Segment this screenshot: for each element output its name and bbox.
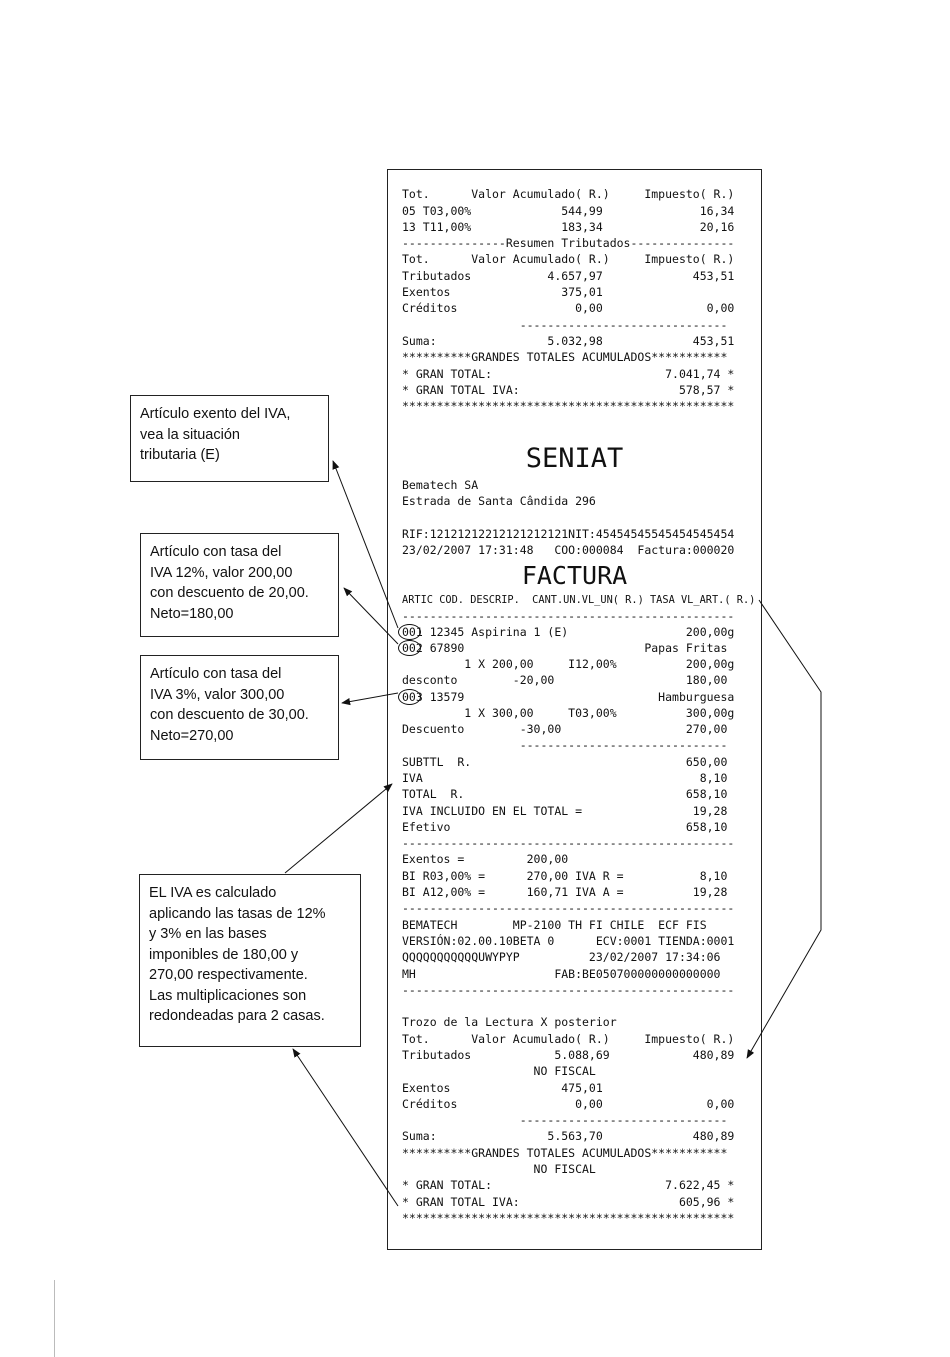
factura-title: FACTURA [521, 561, 628, 590]
receipt-line: SUBTTL R. 650,00 [402, 755, 728, 769]
receipt-line: BEMATECH MP-2100 TH FI CHILE ECF FIS [402, 918, 707, 932]
annotation-line: Neto=270,00 [150, 727, 234, 744]
annotation-line: Artículo exento del IVA, [140, 406, 291, 422]
receipt-line: RIF:12121212212121212121NIT:45454545545454545454 [402, 527, 735, 541]
receipt-line: * GRAN TOTAL: 7.041,74 * [402, 367, 735, 381]
receipt-line: Trozo de la Lectura X posterior [402, 1015, 617, 1029]
receipt-line: ************************************************ [402, 399, 735, 413]
receipt-line: 001 12345 Aspirina 1 (E) 200,00g [402, 625, 735, 639]
receipt-line: ************************************************ [402, 1211, 735, 1225]
receipt-line: IVA 8,10 [402, 771, 728, 785]
annotation-line: IVA 3%, valor 300,00 [150, 686, 285, 703]
receipt-line: NO FISCAL [402, 1064, 596, 1078]
receipt-line: ------------------------------------------------ [402, 901, 735, 915]
receipt-line: Tot. Valor Acumulado( R.) Impuesto( R.) [402, 252, 735, 266]
annotation-line: con descuento de 20,00. [150, 585, 309, 601]
annotation-line: con descuento de 30,00. [150, 707, 309, 723]
arrow-iva-calc [285, 784, 392, 873]
column-header: ARTIC COD. DESCRIP. CANT.UN.VL_UN( R.) TASA VL_ART.( R.) [402, 594, 756, 606]
seniat-title: SENIAT [525, 443, 624, 474]
receipt-line: BI A12,00% = 160,71 IVA A = 19,28 [402, 885, 728, 899]
receipt-line: **********GRANDES TOTALES ACUMULADOS*********** [402, 1146, 728, 1160]
receipt-line: QQQQQQQQQQQUWYPYP 23/02/2007 17:34:06 [402, 950, 721, 964]
receipt-line: Tot. Valor Acumulado( R.) Impuesto( R.) [402, 187, 735, 201]
receipt-line: ------------------------------------------------ [402, 983, 735, 997]
receipt-line: Exentos = 200,00 [402, 852, 569, 866]
page-margin-rule [54, 1280, 55, 1357]
receipt-line: 1 X 300,00 T03,00% 300,00g [402, 706, 735, 720]
receipt-line: Exentos 375,01 [402, 285, 603, 299]
annotation-line: 270,00 respectivamente. [149, 967, 308, 983]
receipt-line: ------------------------------ [402, 318, 728, 332]
receipt-line: BI R03,00% = 270,00 IVA R = 8,10 [402, 869, 728, 883]
annotation-line: Neto=180,00 [150, 605, 234, 622]
receipt-line: NO FISCAL [402, 1162, 596, 1176]
annotation-line: Artículo con tasa del [150, 666, 282, 682]
receipt-line: Suma: 5.032,98 453,51 [402, 334, 735, 348]
receipt-line: Bematech SA [402, 478, 479, 492]
receipt-line: ------------------------------------------------ [402, 609, 735, 623]
receipt-line: Suma: 5.563,70 480,89 [402, 1129, 735, 1143]
annotation-line: redondeadas para 2 casas. [149, 1008, 325, 1024]
receipt-line: MH FAB:BE050700000000000000 [402, 967, 721, 981]
arrow-exempt [333, 461, 398, 628]
receipt-line: 05 T03,00% 544,99 16,34 [402, 204, 735, 218]
receipt-line: ------------------------------ [402, 1113, 728, 1127]
receipt-line: **********GRANDES TOTALES ACUMULADOS*********** [402, 350, 728, 364]
annotation-line: y 3% en las bases [149, 926, 267, 942]
receipt-line: * GRAN TOTAL IVA: 605,96 * [402, 1195, 735, 1209]
receipt-line: Tributados 4.657,97 453,51 [402, 269, 735, 283]
arrow-article-3 [342, 693, 398, 703]
receipt-line: ---------------Resumen Tributados--------------- [402, 236, 735, 250]
receipt-line: 003 13579 Hamburguesa [402, 690, 735, 704]
arrow-article-12 [344, 588, 398, 644]
receipt-line: Tributados 5.088,69 480,89 [402, 1048, 735, 1062]
receipt-line: 1 X 200,00 I12,00% 200,00g [402, 657, 735, 671]
receipt-line: ------------------------------------------------ [402, 836, 735, 850]
arrow-gran-total [293, 1049, 398, 1206]
receipt-line: VERSIÓN:02.00.10BETA 0 ECV:0001 TIENDA:0001 [402, 934, 735, 948]
annotation-line: EL IVA es calculado [149, 885, 277, 901]
receipt-line: 002 67890 Papas Fritas [402, 641, 728, 655]
annotation-line: tributaria (E) [140, 447, 220, 463]
annotation-line: IVA 12%, valor 200,00 [150, 564, 293, 581]
annotation-line: aplicando las tasas de 12% [149, 905, 326, 922]
annotation-line: Artículo con tasa del [150, 544, 282, 560]
annotation-line: Las multiplicaciones son [149, 987, 307, 1004]
receipt-line: Descuento -30,00 270,00 [402, 722, 728, 736]
receipt-line: * GRAN TOTAL IVA: 578,57 * [402, 383, 735, 397]
receipt-line: Exentos 475,01 [402, 1081, 603, 1095]
receipt-line: Tot. Valor Acumulado( R.) Impuesto( R.) [402, 1032, 735, 1046]
annotation-line: vea la situación [140, 426, 240, 443]
receipt-line: IVA INCLUIDO EN EL TOTAL = 19,28 [402, 804, 728, 818]
receipt-line: TOTAL R. 658,10 [402, 787, 728, 801]
receipt-line: Créditos 0,00 0,00 [402, 1097, 735, 1111]
receipt-line: * GRAN TOTAL: 7.622,45 * [402, 1178, 735, 1192]
annotation-line: imponibles de 180,00 y [149, 946, 299, 963]
receipt-line: Efetivo 658,10 [402, 820, 728, 834]
receipt-line: 23/02/2007 17:31:48 COO:000084 Factura:000020 [402, 543, 735, 557]
receipt-line: Estrada de Santa Cândida 296 [402, 494, 596, 508]
receipt-line: desconto -20,00 180,00 [402, 673, 728, 687]
arrow-lectura-x [747, 600, 821, 1058]
receipt-line: ------------------------------ [402, 738, 728, 752]
receipt-line: Créditos 0,00 0,00 [402, 301, 735, 315]
receipt-line: 13 T11,00% 183,34 20,16 [402, 220, 735, 234]
